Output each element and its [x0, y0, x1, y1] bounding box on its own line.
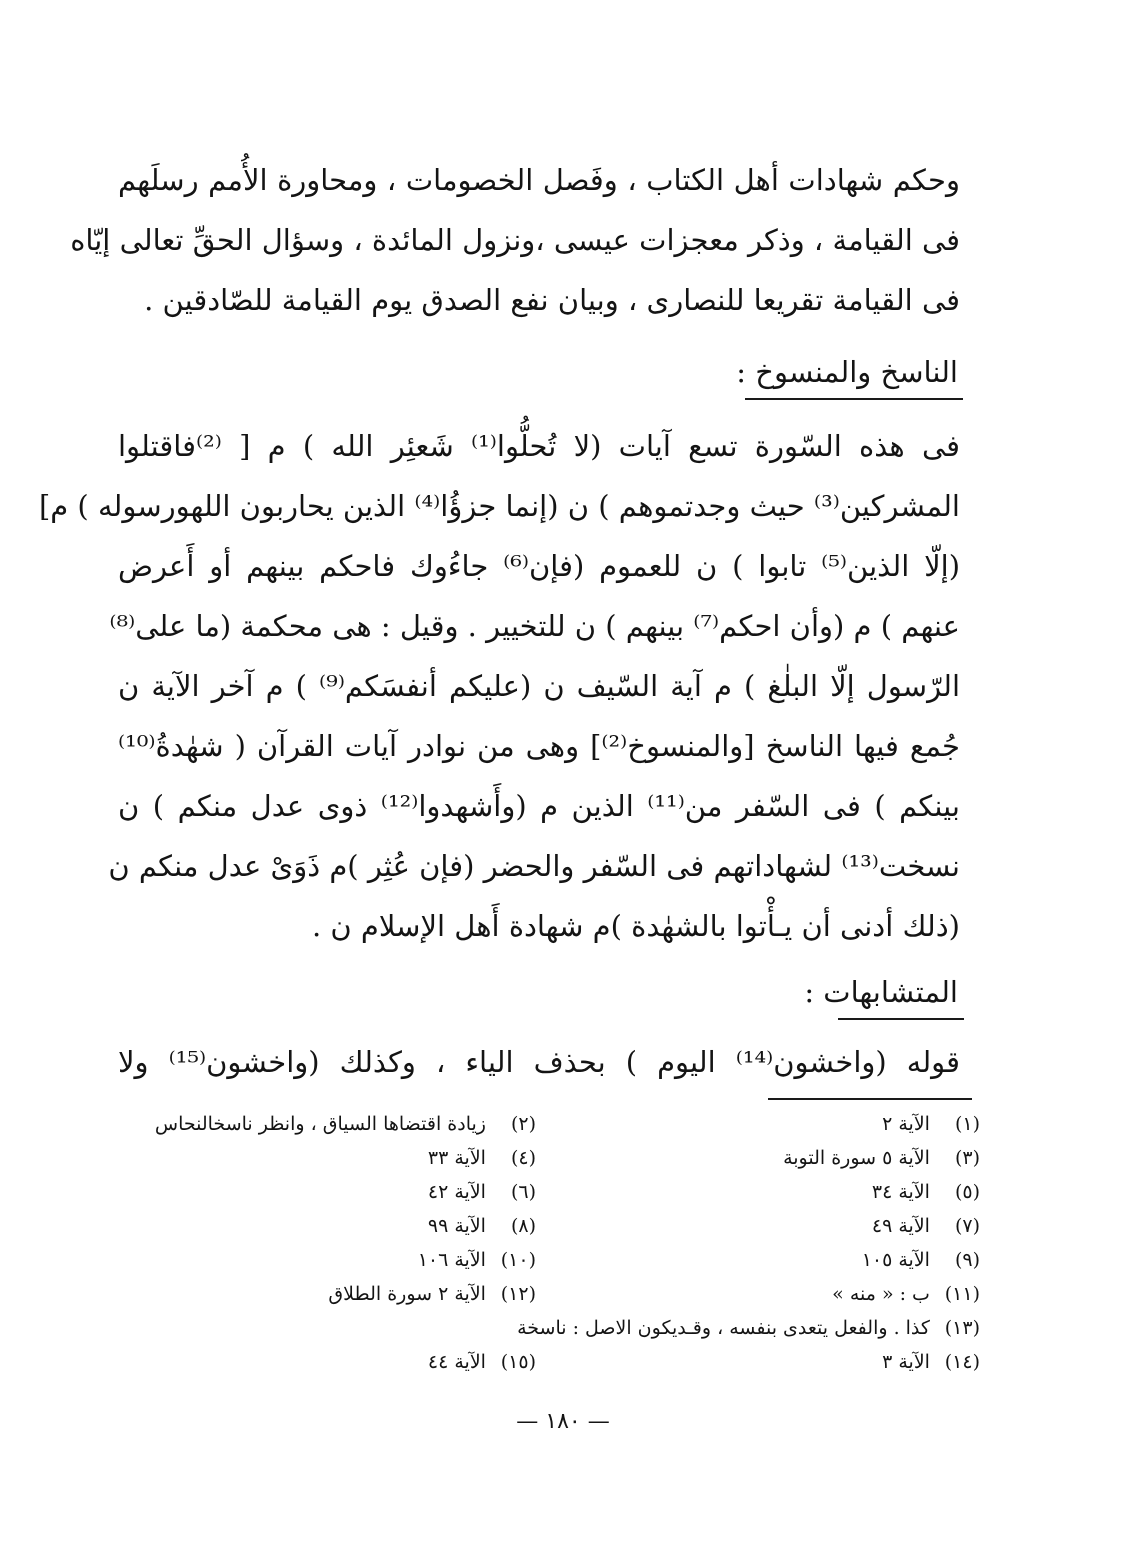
footnote-text: الآية ١٠٦	[417, 1249, 492, 1271]
footnote-number: (١٠)	[500, 1249, 536, 1271]
intro-line-1: وحكم شهادات أهل الكتاب ، وفَصل الخصومات ، ومحاورة الأُمم رسلَهم	[118, 163, 960, 197]
footnote-11	[832, 1278, 980, 1310]
footnote-text: الآية ٢	[882, 1113, 936, 1135]
nasikh-line-1: فى هذه السّورة تسع آيات (لا تُحلُّوا⁽¹⁾ شَعئِر الله ) م [ ⁽²⁾فاقتلوا	[118, 429, 960, 463]
footnote-5	[872, 1176, 980, 1208]
footnote-text: الآية ٣٣	[427, 1147, 492, 1169]
mutashabihat-line: قوله (واخشون⁽¹⁴⁾ اليوم ) بحذف الياء ، وكذلك (واخشون⁽¹⁵⁾ ولا	[118, 1045, 961, 1079]
footnote-number: (٤)	[510, 1147, 536, 1169]
footnote-10	[418, 1244, 536, 1276]
nasikh-line-4: عنهم ) م (وأن احكم⁽⁷⁾ بينهم ) ن للتخيير . وقيل : هى محكمة (ما على⁽⁸⁾	[109, 609, 960, 643]
footnote-text: ب : « منه »	[832, 1283, 936, 1305]
footnote-number: (٥)	[954, 1181, 980, 1203]
nasikh-line-5: الرّسول إلّا البلٰغ ) م آية السّيف ن (عليكم أنفسَكم⁽⁹⁾ ) م آخر الآية ن	[118, 669, 960, 703]
footnote-4	[428, 1142, 536, 1174]
footnote-1	[882, 1108, 980, 1140]
footnote-text: الآية ٣٤	[871, 1181, 936, 1203]
footnote-14	[882, 1346, 980, 1378]
nasikh-line-8: نسخت⁽¹³⁾ لشهاداتهم فى السّفر والحضر (فإن عُثِر )م ذَوَىْ عدل منكم ن	[108, 849, 960, 883]
footnote-text: الآية ١٠٥	[861, 1249, 936, 1271]
heading-mutashabihat-underline	[838, 1018, 964, 1020]
footnote-number: (٣)	[954, 1147, 980, 1169]
heading-nasikh-underline	[745, 398, 963, 400]
nasikh-line-2: المشركين⁽³⁾ حيث وجدتموهم ) ن (إنما جزؤُا⁽⁴⁾ الذين يحاربون اللهورسوله ) م]	[38, 489, 960, 523]
page-number: — ١٨٠ —	[516, 1409, 610, 1434]
footnote-number: (١)	[954, 1113, 980, 1135]
footnote-number: (١٥)	[500, 1351, 536, 1373]
footnote-text: الآية ٤٢	[427, 1181, 492, 1203]
footnote-number: (٦)	[510, 1181, 536, 1203]
footnote-text: زيادة اقتضاها السياق ، وانظر ناسخالنحاس	[154, 1113, 492, 1135]
heading-nasikh: الناسخ والمنسوخ :	[736, 355, 958, 389]
footnote-number: (١١)	[944, 1283, 980, 1305]
nasikh-line-7: بينكم ) فى السّفر من⁽¹¹⁾ الذين م (وأَشهدوا⁽¹²⁾ ذوى عدل منكم ) ن	[118, 789, 960, 823]
footnote-number: (١٣)	[944, 1317, 980, 1339]
footnote-text: الآية ٣	[882, 1351, 936, 1373]
intro-line-3: فى القيامة تقريعا للنصارى ، وبيان نفع الصدق يوم القيامة للصّادقين .	[144, 283, 960, 317]
footnote-text: الآية ٢ سورة الطلاق	[328, 1283, 492, 1305]
footnote-15	[428, 1346, 536, 1378]
footnote-number: (٢)	[510, 1113, 536, 1135]
footnote-3	[783, 1142, 980, 1174]
footnote-number: (٨)	[510, 1215, 536, 1237]
footnote-6	[428, 1176, 536, 1208]
footnote-8	[428, 1210, 536, 1242]
footnote-number: (٧)	[954, 1215, 980, 1237]
footnote-number: (٩)	[954, 1249, 980, 1271]
footnote-text: الآية ٩٩	[427, 1215, 492, 1237]
nasikh-line-9: (ذلك أدنى أن يـأْتوا بالشهٰدة )م شهادة أَهل الإسلام ن .	[311, 909, 960, 943]
footnote-number: (١٢)	[500, 1283, 536, 1305]
footnote-9	[862, 1244, 980, 1276]
nasikh-line-6: جُمع فيها الناسخ [والمنسوخ⁽²⁾] وهى من نوادر آيات القرآن ( شهٰدةُ⁽¹⁰⁾	[118, 729, 960, 763]
nasikh-line-3: (إلّا الذين⁽⁵⁾ تابوا ) ن للعموم (فإن⁽⁶⁾ جاءُوك فاحكم بينهم أو أَعرض	[118, 549, 961, 583]
intro-line-2: فى القيامة ، وذكر معجزات عيسى ،ونزول المائدة ، وسؤال الحقِّ تعالى إيّاه	[70, 223, 960, 257]
footnote-7	[872, 1210, 980, 1242]
footnote-number: (١٤)	[944, 1351, 980, 1373]
footnote-2	[155, 1108, 536, 1140]
footnote-text: الآية ٥ سورة التوبة	[783, 1147, 936, 1169]
footnote-text: الآية ٤٤	[427, 1351, 492, 1373]
footnote-text: كذا . والفعل يتعدى بنفسه ، وقـديكون الاصل : ناسخة	[517, 1317, 936, 1339]
footnote-12	[328, 1278, 536, 1310]
heading-mutashabihat: المتشابهات :	[804, 975, 958, 1009]
footnote-text: الآية ٤٩	[871, 1215, 936, 1237]
footnote-separator	[768, 1098, 972, 1100]
footnote-13	[517, 1312, 980, 1344]
